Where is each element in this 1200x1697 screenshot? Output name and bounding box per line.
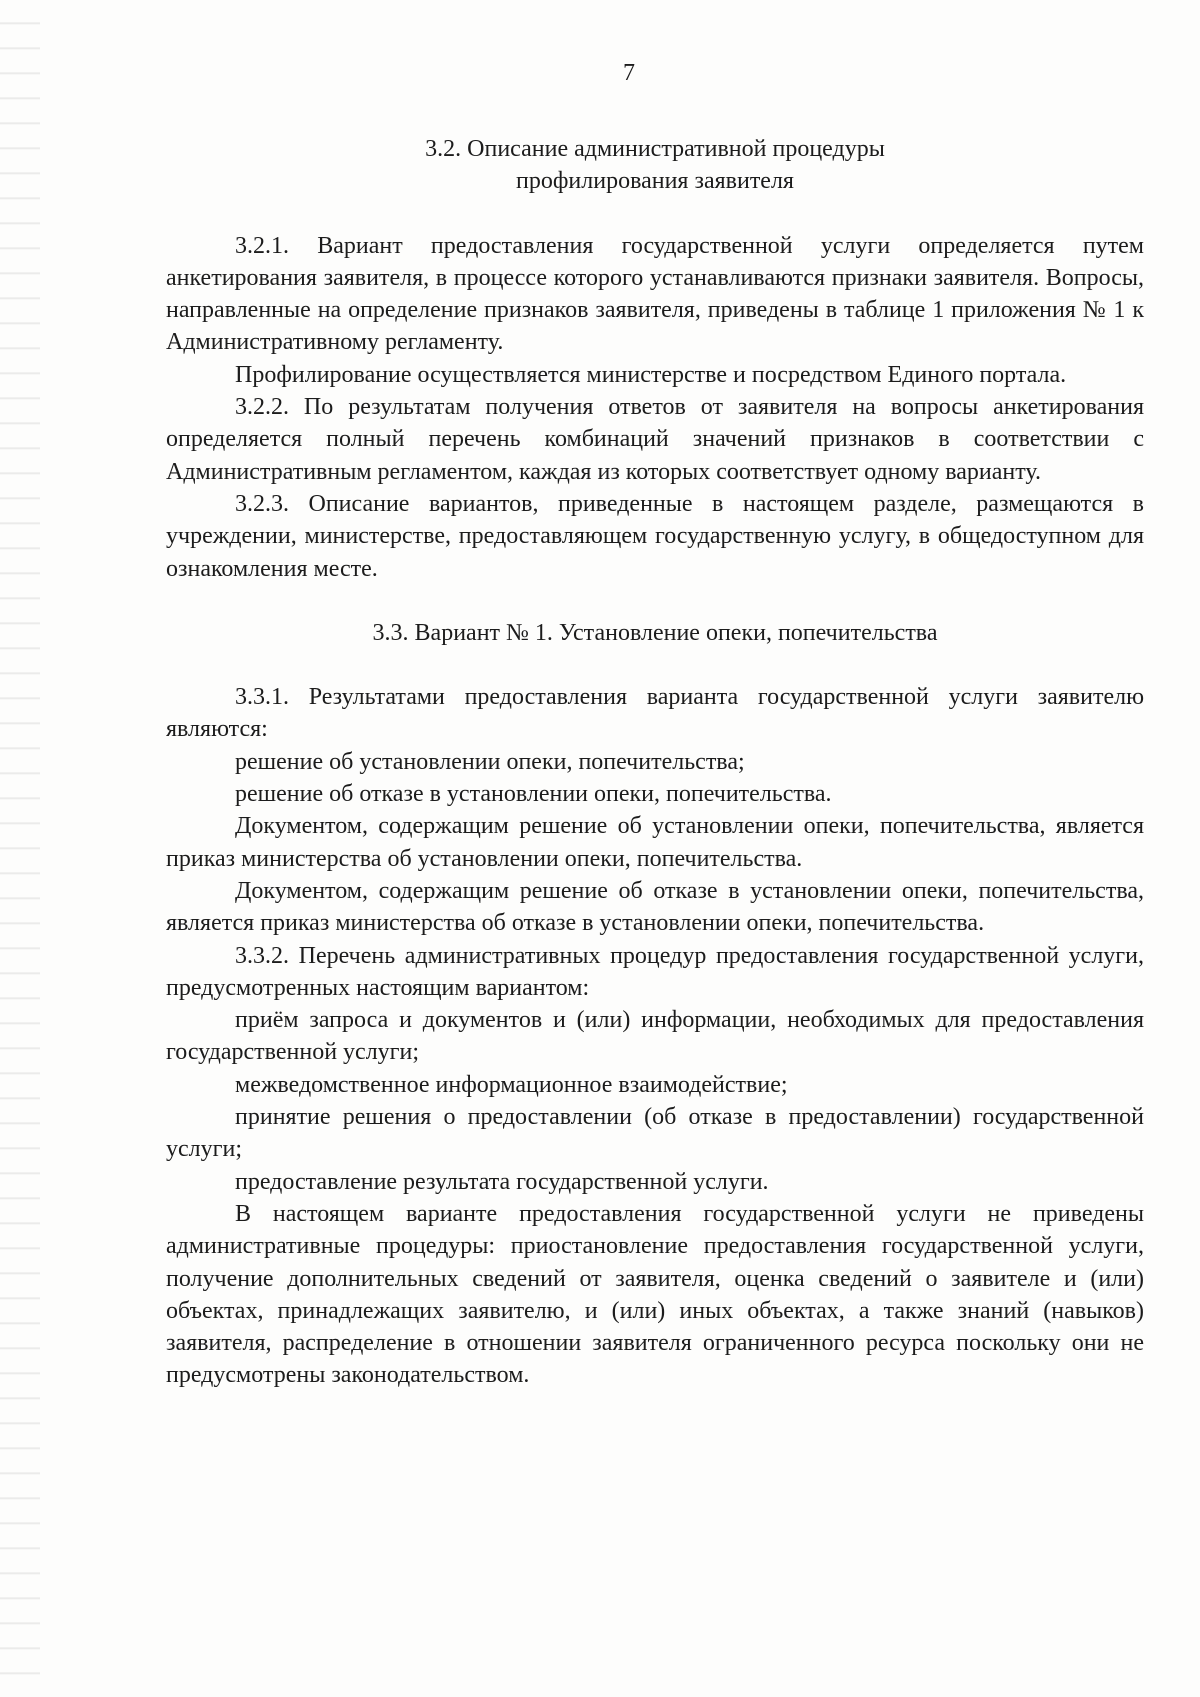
result-item-2: решение об отказе в установлении опеки, попечительства. (235, 781, 832, 808)
paragraph-document-1: Документом, содержащим решение об установлении опеки, попечительства, является приказ министерства об установлении опеки, попечительства. (166, 813, 1144, 872)
scan-binding-edge (0, 0, 40, 1697)
paragraph-final: В настоящем варианте предоставления государственной услуги не приведены административные процедуры: приостановление предоставления государственной услуги, получение дополнительных сведений от заявителя, оценка сведений о заявителе и (или) объектах, принадлежащих заявителю, и (или) иных объектах, а также знаний (навыков) заявителя, распределение в отношении заявителя ограниченного ресурса поскольку они не предусмотрены законодательством. (166, 1200, 1144, 1389)
document-body (166, 133, 1144, 1392)
procedure-item-1: приём запроса и документов и (или) информации, необходимых для предоставления государственной услуги; (166, 1007, 1144, 1066)
procedure-item-4: предоставление результата государственной услуги. (235, 1168, 769, 1195)
procedure-item-3: принятие решения о предоставлении (об отказе в предоставлении) государственной услуги; (166, 1104, 1144, 1163)
section-3-2-heading-line-1: 3.2. Описание административной процедуры (425, 136, 885, 162)
procedure-item-2: межведомственное информационное взаимодействие; (235, 1071, 788, 1098)
section-3-3-heading: 3.3. Вариант № 1. Установление опеки, попечительства (372, 619, 938, 646)
paragraph-3-2-3: 3.2.3. Описание вариантов, приведенные в настоящем разделе, размещаются в учреждении, министерстве, предоставляющем государственную услугу, в общедоступном для ознакомления месте. (166, 490, 1144, 582)
paragraph-3-2-2: 3.2.2. По результатам получения ответов от заявителя на вопросы анкетирования определяется полный перечень комбинаций значений признаков в соответствии с Административным регламентом, каждая из которых соответствует одному варианту. (166, 394, 1144, 485)
paragraph-profiling: Профилирование осуществляется министерстве и посредством Единого портала. (235, 361, 1067, 388)
page-number: 7 (623, 60, 635, 86)
section-3-2-heading-line-2: профилирования заявителя (516, 168, 794, 195)
paragraph-3-3-2: 3.3.2. Перечень административных процедур предоставления государственной услуги, предусмотренных настоящим вариантом: (166, 942, 1144, 1001)
paragraph-document-2: Документом, содержащим решение об отказе в установлении опеки, попечительства, является приказ министерства об отказе в установлении опеки, попечительства. (166, 877, 1144, 937)
paragraph-3-3-1: 3.3.1. Результатами предоставления варианта государственной услуги заявителю являются: (166, 684, 1144, 743)
result-item-1: решение об установлении опеки, попечительства; (235, 748, 745, 775)
paragraph-3-2-1: 3.2.1. Вариант предоставления государственной услуги определяется путем анкетирования заявителя, в процессе которого устанавливаются признаки заявителя. Вопросы, направленные на определение признаков заявителя, приведены в таблице 1 приложения № 1 к Административному регламенту. (166, 232, 1144, 356)
